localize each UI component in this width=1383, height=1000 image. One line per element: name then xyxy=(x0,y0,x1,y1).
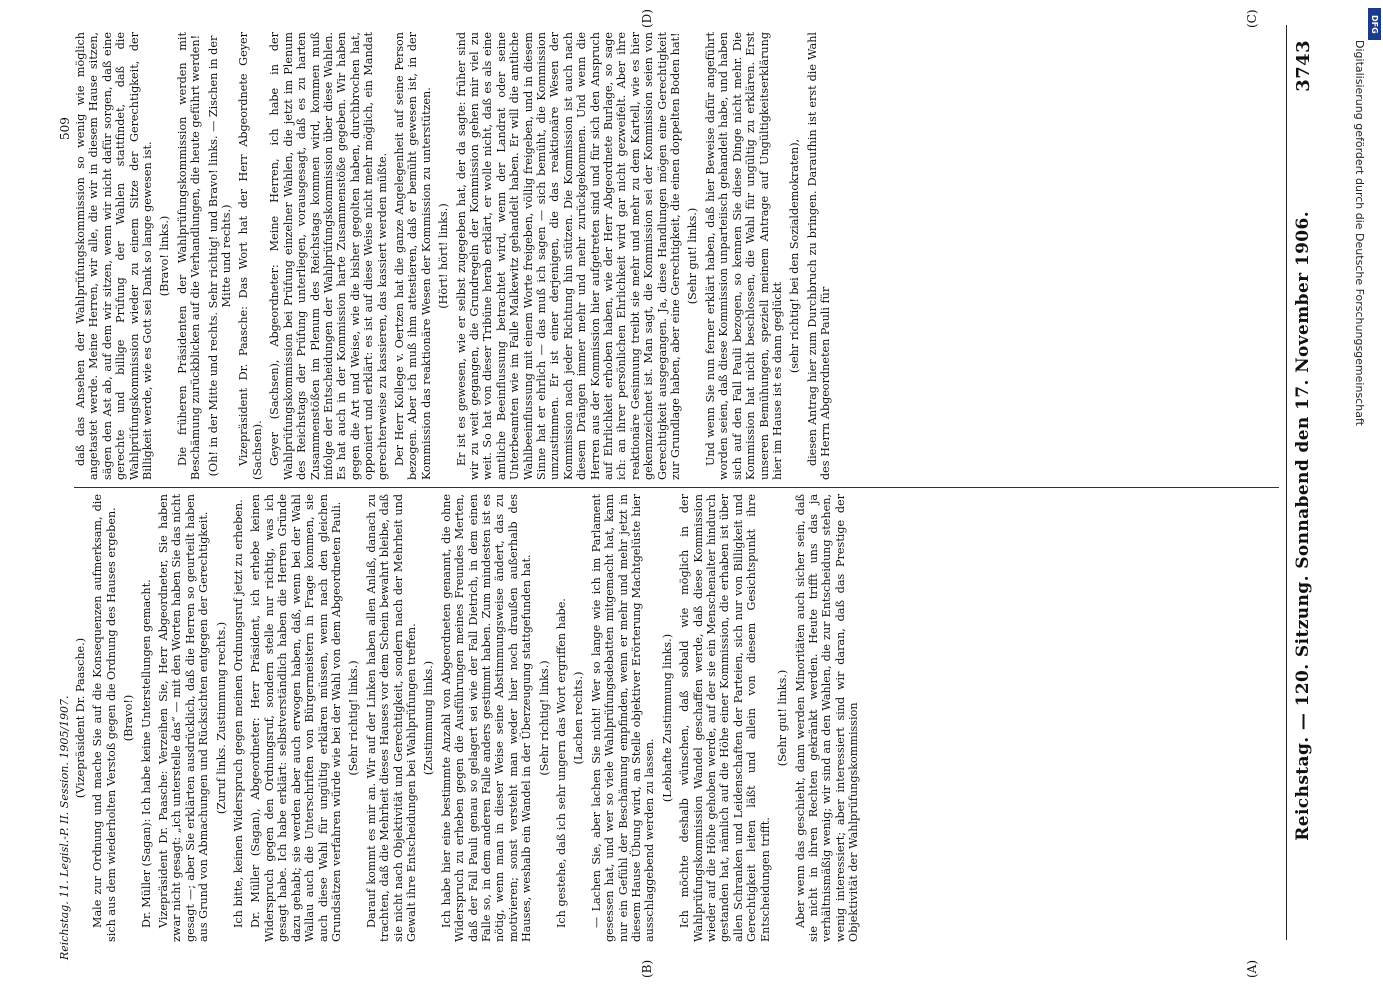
right-column-paragraph: (Hört! hört! links.) xyxy=(437,203,451,309)
right-column-paragraph: daß das Ansehen der Wahlprüfungskommission so wenig wie möglich angetastet werde. Meine Herren, wir alle, die wir in diesem Hause sitzen, sägen den Ast ab, auf dem wir sitzen, wenn wir nicht dafür sorgen, daß eine gerechte und billige Prüfung der Wahlen stattfindet, daß die Wahlprüfungskommission wieder zu einem Sitze der Gerechtigkeit, der Billigkeit werde, wie es Gott sei Dank so lange gewesen ist. xyxy=(74,32,155,480)
left-column-paragraph: (Zuruf links. Zustimmung rechts.) xyxy=(214,621,228,815)
digitization-note xyxy=(1352,40,1368,970)
left-column-paragraph: Ich bitte, keinen Widerspruch gegen meinen Ordnungsruf jetzt zu erheben. xyxy=(232,499,246,928)
page-footer: Reichstag. 11. Legisl.-P. II. Session. 1905/1907. xyxy=(58,695,71,960)
marker-c: (C) xyxy=(1245,9,1259,28)
left-column-paragraph: (Sehr gut! links.) xyxy=(776,669,790,767)
left-column-paragraph: (Lachen rechts.) xyxy=(572,671,586,765)
left-column-paragraph: Dr. Müller (Sagan): Ich habe keine Unterstellungen gemacht. xyxy=(139,579,153,928)
right-column-paragraph: Er ist es gewesen, wie er selbst zugegeben hat, der da sagte: früher sind wir zu weit gegangen, die Grundregeln der Kommission gehen mir viel zu weit. So hat von dieser Tribüne herab erklärt, er wolle nicht, daß es als eine amtliche Beeinflussung betrachtet wird, wenn der Landrat oder seine Unterbeamten wie im Falle Malkewitz gehandelt haben. Er will die amtliche Wahlbeeinflussung mit einem Worte freigeben, völlig freigeben, und in diesem Sinne hat er ehrlich — das muß ich sagen — sich bemüht, die Kommission umzustimmen. Er ist einer derjenigen, die das reaktionäre Wesen der Kommission nach jeder Richtung hin stützen. Die Kommission ist auch nach diesem Drängen immer mehr und mehr zurückgekommen. Und wenn die Herren aus der Kommission hier aufgetreten sind und für sich den Anspruch auf Ehrlichkeit erhoben haben, wie der Herr Abgeordnete Burlage, so sage ich: an ihrer persönlichen Ehrlichkeit wird gar nicht gezweifelt. Aber ihre reaktionäre Gesinnung treibt sie mehr und mehr zu dem Kartell, wie es hier gekennzeichnet ist. Man sagt, die Kommission sei der Kommission seien von Gerechtigkeit ausgegangen. Ja, diese Handlungen mögen eine Gerechtigkeit zur Grundlage haben, aber eine Gerechtigkeit, die einen doppelten Boden hat! xyxy=(454,32,683,480)
left-column xyxy=(74,494,1279,942)
dfg-logo: DFG xyxy=(1368,8,1381,40)
left-column-paragraph: (Sehr richtig! links.) xyxy=(537,660,551,776)
right-column-paragraph: (Sehr gut! links.) xyxy=(686,207,700,305)
left-column-paragraph: Vizepräsident Dr. Paasche: Verzeihen Sie, Herr Abgeordneter, Sie haben zwar nicht gesagt: „ich unterstelle das“ — mit den Worten haben Sie das nicht gesagt —; aber Sie erklärten ausdrücklich, daß die Herren so geurteilt haben aus Grund von Abmachungen und Rücksichten entgegen der Gerechtigkeit. xyxy=(157,494,211,942)
right-column-paragraph: (sehr richtig! bei den Sozialdemokraten), xyxy=(788,138,802,374)
header-title: Reichstag. — 120. Sitzung. Sonnabend den 17. November 1906. xyxy=(1293,210,1313,841)
left-column-paragraph: — Lachen Sie, aber lachen Sie nicht! Wer so lange wie ich im Parlament gesessen hat, und wer so viele Wahlprüfungsdebatten mitgemacht hat, kann nur ein Gefühl der Beschämung empfinden, wenn er mehr und mehr jetzt in diesem Hause Übung wird, an Stelle objektiver Erörterung Machtgelüste hier ausschlaggebend werden zu lassen. xyxy=(589,494,657,942)
left-column-paragraph: (Zustimmung links.) xyxy=(422,660,436,776)
header-rule xyxy=(1286,25,1287,940)
marker-a: (A) xyxy=(1245,959,1259,978)
right-column-paragraph: (Bravo! links.) xyxy=(158,215,172,297)
marker-b: (B) xyxy=(640,959,654,978)
right-column-paragraph: Die früheren Präsidenten der Wahlprüfungskommission werden mit Beschämung zurückblicken auf die Verhandlungen, die heute geführt werden! xyxy=(175,32,203,480)
left-column-paragraph: Darauf kommt es mir an. Wir auf der Linken haben allen Anlaß, danach zu trachten, daß die Mehrheit dieses Hauses vor dem Schein bewahrt bleibe, daß sie nicht nach Objektivität und Gerechtigkeit, sondern nach der Mehrheit und Gewalt ihre Entscheidungen bei Wahlprüfungen treffen. xyxy=(364,494,418,942)
right-column-paragraph: Und wenn Sie nun ferner erklärt haben, daß hier Beweise dafür angeführt worden seien, daß diese Kommission unparteiisch gehandelt habe, und haben sich auf den Fall Pauli bezogen, so kennen Sie diese Dinge nicht mehr. Die Kommission hat nicht beschlossen, die Wahl für ungültig zu erklären. Erst unseren Bemühungen, speziell meinem Antrage auf Ungültigkeitserklärung hier im Hause ist es dann geglückt xyxy=(703,32,784,480)
right-column xyxy=(74,32,1279,480)
left-column-paragraph: Male zur Ordnung und mache Sie auf die Konsequenzen aufmerksam, die sich aus dem wiederholten Verstoß gegen die Ordnung des Hauses ergeben. xyxy=(91,494,118,942)
left-column-paragraph: Ich möchte deshalb wünschen, daß sobald wie möglich in der Wahlprüfungskommission Wandel geschaffen werde, daß diese Kommission wieder auf die Höhe gehoben werde, auf der sie ein Menschenalter hindurch gestanden hat, nämlich auf die Höhe einer Kommission, die erhaben ist über allen Schranken und Leidenschaften der Parteien, sich nur von Billigkeit und Gerechtigkeit leiten läßt und allein von diesem Gesichtspunkt ihre Entscheidungen trifft. xyxy=(678,494,772,942)
left-column-paragraph: Ich habe hier eine bestimmte Anzahl von Abgeordneten genannt, die ohne Widerspruch zu erheben gegen die Ausführungen meines Freundes Merten, daß der Fall Pauli genau so gelagert sei wie der Fall Dietrich, in dem einen Falle so, in dem anderen Falle anders gestimmt haben. Zum mindesten ist es nötig, wenn man in dieser Weise seine Abstimmungsweise ändert, das zu motivieren; sonst versteht man weder hier noch draußen außerhalb des Hauses, weshalb ein Wandel in der Überzeugung stattgefunden hat. xyxy=(439,494,534,942)
page-number: 3743 xyxy=(1292,40,1314,92)
left-column-paragraph: (Lebhafte Zustimmung links.) xyxy=(660,633,674,803)
left-column-paragraph: Dr. Müller (Sagan), Abgeordneter: Herr Präsident, ich erhebe keinen Widerspruch gegen den Ordnungsruf, sondern stelle nur richtig, was ich gesagt habe. Ich habe erklärt: selbstverständlich haben die Herren Gründe dazu gehabt; sie werden aber auch erwogen haben, daß, wenn bei der Wahl Wallau auch die Unterschriften von Bürgermeistern in Frage kommen, sie auch diese Wahl für ungültig erklären müssen, wenn nach den gleichen Grundsätzen verfahren würde wie bei der Wahl von dem Abgeordneten Pauli. xyxy=(249,494,343,942)
page-header xyxy=(1292,40,1314,960)
right-column-paragraph: Der Herr Kollege v. Oertzen hat die ganze Angelegenheit auf seine Person bezogen. Aber ich muß ihm attestieren, daß er bemüht gewesen ist, in der Kommission das reaktionäre Wesen der Kommission zu unterstützen. xyxy=(392,32,433,480)
digitization-note-text: Digitalisierung gefördert durch die Deutsche Forschungsgemeinschaft xyxy=(1353,40,1366,426)
left-column-paragraph: (Vizepräsident Dr. Paasche.) xyxy=(74,637,87,799)
marker-d: (D) xyxy=(640,9,654,28)
right-column-paragraph: diesen Antrag hier zum Durchbruch zu bringen. Daraufhin ist erst die Wahl des Herrn Abgeordneten Pauli für xyxy=(805,32,833,480)
right-column-paragraph: (Oh! in der Mitte und rechts. Sehr richtig! und Bravo! links. — Zischen in der Mitte und rechts.) xyxy=(206,35,234,477)
column-divider xyxy=(74,487,1279,488)
left-column-paragraph: Aber wenn das geschieht, dann werden Minoritäten auch sicher sein, daß sie nicht in ihren Rechten gekränkt werden. Heute trifft uns das ja verhältnismäßig wenig; wir sind an den Wahlen, die zur Entscheidung stehen, wenig interessiert; aber interessiert sind wir daran, daß das Prestige der Objektivität der Wahlprüfungskommission xyxy=(793,494,861,942)
right-column-paragraph: Geyer (Sachsen), Abgeordneter: Meine Herren, ich habe in der Wahlprüfungskommission bei Prüfung einzelner Wahlen, die jetzt im Plenum des Reichstags der Prüfung unterliegen, vorausgesagt, daß es zu harten Zusammenstößen im Plenum des Reichstags kommen wird, kommen muß infolge der Entscheidungen der Wahlprüfungskommission über diese Wahlen. Es hat auch in der Kommission harte Zusammenstöße gegeben. Wir haben gegen die Art und Weise, wie die bisher gegolten haben, durchbrochen hat, opponiert und erklärt: es ist auf diese Weise nicht mehr möglich, ein Mandat gerechterweise zu kassieren, das kassiert werden müßte. xyxy=(268,32,389,480)
folio-number: 509 xyxy=(58,117,72,140)
left-column-paragraph: Ich gestehe, daß ich sehr ungern das Wort ergriffen habe. xyxy=(555,598,568,928)
left-column-paragraph: (Sehr richtig! links.) xyxy=(347,660,361,776)
right-column-paragraph: Vizepräsident Dr. Paasche: Das Wort hat der Herr Abgeordnete Geyer (Sachsen). xyxy=(237,32,264,480)
left-column-paragraph: (Bravo!) xyxy=(122,694,136,742)
